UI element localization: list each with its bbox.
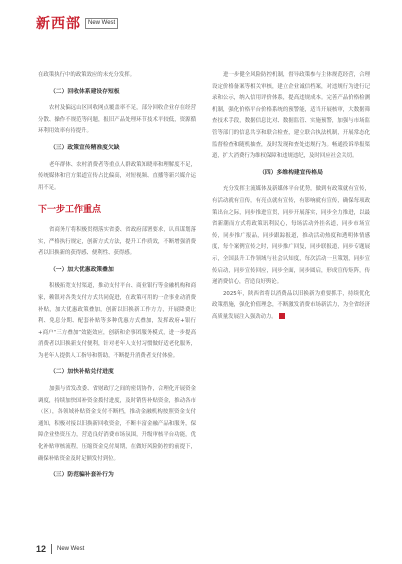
paragraph — [212, 289, 370, 324]
left-column — [38, 70, 196, 487]
subheading: （二）加快补贴兑付进度 — [50, 369, 114, 376]
paragraph: 农村及偏远山区回收网点覆盖率不足，部分回收企业存在经营分散、操作不规范等问题，报旧产品处理环节技术平较低，资源循环利用效率有待提升。 — [38, 105, 196, 135]
subheading: （一）加大优惠政策叠加 — [50, 266, 114, 273]
magazine-logo: 新西部 — [36, 16, 81, 32]
paragraph: 加强与省发改委、省财政厅之间的密切协作，合理化开展资金调度，持续加快国补资金拨付进度，及时销售补贴资金，推动各市（区），各领域补贴资金支付不断档，推动金融机构按照资金支付通知，积极对接以旧换新回收资金，不断丰富金融产品和服务，保障企业垫资压力，营造良好消费市场氛围，升级审核平台功能，优化补贴审核流程，压缩资金兑付周期，在做好风险防控的前提下，确保补贴资金及时足额发付到位。 — [38, 386, 196, 462]
subheading: （三）政策宣传精准度欠缺 — [50, 144, 120, 151]
subheading: （四）多维构建宣传格局 — [259, 169, 323, 176]
page-footer — [36, 544, 84, 554]
end-mark-icon — [279, 313, 285, 319]
paragraph: 进一步健全风险防控机制，督导政策参与主体规范经营，合理设定价格备案等相关审核，建立企业诚信档案，对违规行为进行记录和公示，纳入信用评价体系，提高违规成本。完善产品价格检测机制，强化价格平台价格系统的预警能，适当开展核审，大数据筛查技术手段，数据信息比对、数据监管、实施预警，加强与市场监管等部门的信息共享和联合检查，建立联合执法机制，开展常态化监督检查和随机抽查，及时发现和查处违规行为。畅通投诉举报渠道，扩大消费行为维权保障和违规违纪，及时回应社会关切。 — [212, 72, 370, 160]
paragraph: 老年群体、农村消费者等重点人群政策知晓率和理解度不足，传统媒体和官方渠道宣传占比偏高，对短视频、直播等新兴媒介运用不足。 — [38, 161, 196, 191]
page-number: 12 — [36, 544, 47, 554]
right-column — [212, 70, 370, 323]
paragraph: 省商务厅将积极贯彻落实省委、省政府部署要求，认真谋划落实，严格执行规定，创新方式方法，提升工作质效，不断增强消费者以旧换新的获得感、便利性、获得感。 — [38, 226, 196, 257]
subheading: （三）防范骗补套补行为 — [50, 472, 114, 479]
footer-divider — [51, 544, 52, 554]
masthead — [36, 12, 118, 34]
footer-magazine-name: New West — [57, 546, 85, 552]
section-heading: 下一步工作重点 — [38, 205, 102, 216]
magazine-logo-en: New West — [85, 18, 118, 29]
paragraph: 在政策执行中的政策效应的未充分发挥。 — [38, 72, 136, 78]
closing-paragraph: 2025年，陕西省将以消费品以旧换新为重要抓手，持续优化政策措施，强化价值理念，不断激发消费市场新活力，为全省经济高质量发展注入强劲动力。 — [212, 290, 370, 320]
paragraph: 充分发挥主流媒体及新媒体平台优势，做到有政策就有宣传，有活动就有宣传，有亮点就有宣传，有影响就有宣传，确保每项政策出台之际，同步推进宣贯，同步开展落实，同步全力推进，以最省新潮而方式将政策讯利民心，每场活动外挂名道，同步市场宣传，同步推广报品，同步跟踪报道，推动活动热度和透明体情感度，每个案例宣传之时，同步推广回复，同步联报道，同步专题展示，全国县升工作领域与社会认知度，每次活动一旦策划，同步宣传启动，同步宣传回应，同步全面，同步圆启，形成宣传矩阵，传递消费信心，营造良好舆论。 — [212, 186, 370, 286]
paragraph: 积极拓宽支付渠道，推动支付平台、商业银行等金融机构和商家，赖银对各类支付方式共同促进，在政策可用的一企事业动消费补贴，加大优惠政策叠加，创新以旧换新工作方力，开展降费让利、免息分期、配套补贴等多种优惠方式叠加，发挥政府+银行+商户“三方叠加”效能效应，创新和企事团服务模式，进一步提高消费者以旧换新支付便利，针对老年人支付习惯做好适老化服务，为老年人提供人工指导和帮助，不断提升消费者支付体验。 — [38, 283, 196, 359]
subheading: （二）回收体系建设存短板 — [50, 88, 120, 95]
